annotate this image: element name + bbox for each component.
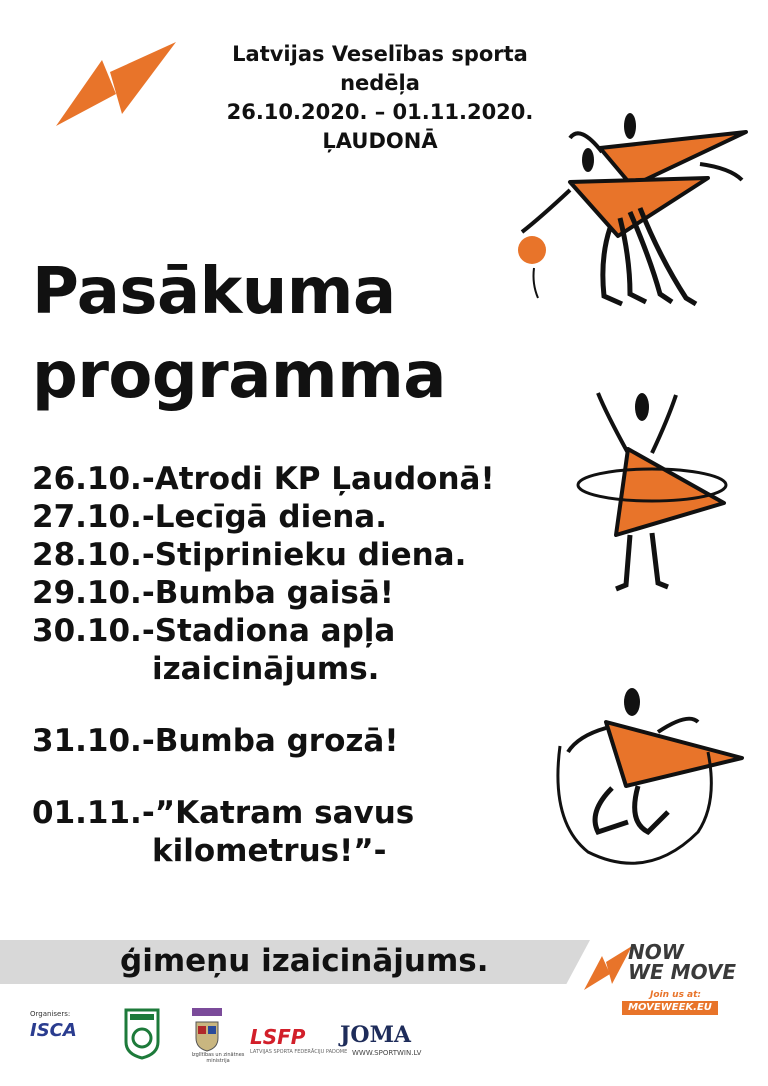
program-list [32,460,495,870]
lsfp-logo: LSFP [250,1025,306,1049]
program-item-cont: izaicinājums. [152,651,380,687]
title-line-1: Pasākuma [32,255,396,329]
now-we-move-text [628,942,736,982]
nwm-line-1: NOW [628,940,684,964]
organisers-label: Organisers: [30,1010,71,1018]
ministry-coat-of-arms [192,1008,222,1052]
program-item-cont: ģimeņu izaicinājums. [120,943,489,979]
nwm-line-2: WE MOVE [628,960,737,984]
program-item: 29.10.-Bumba gaisā! [32,575,394,611]
moveweek-url: MOVEWEEK.EU [622,1001,718,1015]
join-us-label: Join us at: [650,990,702,1000]
header-place: ĻAUDONĀ [322,129,438,153]
jump-rope-illustration [548,682,748,874]
program-item: 01.11.-”Katram savus [32,795,415,831]
lsfp-subtitle: LATVIJAS SPORTA FEDERĀCIJU PADOME [250,1049,348,1055]
joma-subtitle: WWW.SPORTWIN.LV [352,1049,422,1057]
lsa-shield-logo [124,1008,160,1060]
header-title: Latvijas Veselības sporta [232,42,528,66]
header-dates: 26.10.2020. – 01.11.2020. [226,100,534,124]
hula-hoop-illustration [572,385,732,595]
program-item: 31.10.-Bumba grozā! [32,723,399,759]
program-item: 28.10.-Stiprinieku diena. [32,537,467,573]
joma-logo: JOMA [340,1022,411,1048]
program-item: 30.10.-Stadiona apļa [32,613,396,649]
program-item: 27.10.-Lecīgā diena. [32,499,387,535]
move-week-logo [50,38,180,130]
program-item-cont: kilometrus!”- [152,833,387,869]
isca-logo: ISCA [30,1020,77,1041]
title-line-2: programma [32,339,446,413]
event-header [200,40,560,156]
program-item: 26.10.-Atrodi KP Ļaudonā! [32,461,495,497]
ministry-label: Izglītības un zinātnes ministrija [191,1052,245,1064]
header-title-cont: nedēļa [340,71,420,95]
runners-illustration [510,108,760,318]
page-title [32,250,446,418]
